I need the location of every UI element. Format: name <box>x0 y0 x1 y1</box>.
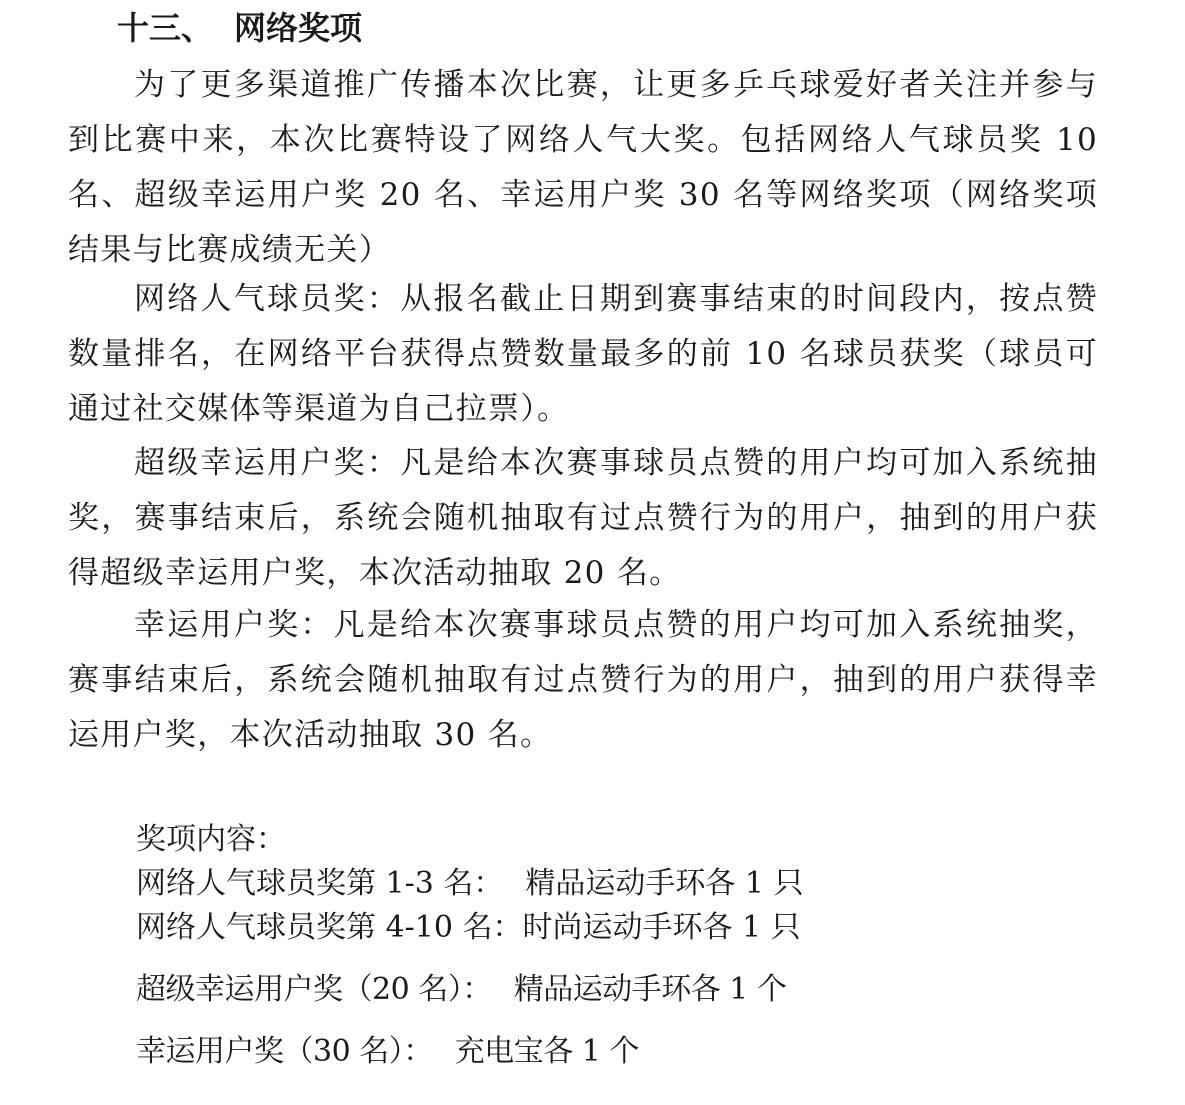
prize-reward: 充电宝各 1 个 <box>454 1034 639 1069</box>
paragraph-super-lucky-user-award: 超级幸运用户奖：凡是给本次赛事球员点赞的用户均可加入系统抽奖，赛事结束后，系统会随机抽取有过点赞行为的用户，抽到的用户获得超级幸运用户奖，本次活动抽取 20 名。 <box>68 445 1098 591</box>
prize-category: 网络人气球员奖第 4-10 名： <box>136 910 523 945</box>
prize-reward: 精品运动手环各 1 个 <box>513 972 787 1007</box>
paragraph-popular-player-award: 网络人气球员奖：从报名截止日期到赛事结束的时间段内，按点赞数量排名，在网络平台获得点赞数量最多的前 10 名球员获奖（球员可通过社交媒体等渠道为自己拉票）。 <box>68 281 1098 427</box>
prize-item <box>136 906 804 950</box>
prize-category: 幸运用户奖（30 名）： <box>136 1034 433 1069</box>
prize-category: 超级幸运用户奖（20 名）： <box>136 972 492 1007</box>
prize-list-heading: 奖项内容： <box>136 822 286 857</box>
prize-item <box>136 1030 804 1074</box>
section-number: 十三、 <box>117 9 214 47</box>
prize-reward: 精品运动手环各 1 只 <box>525 866 804 901</box>
section-heading <box>117 6 362 50</box>
section-title: 网络奖项 <box>234 9 363 47</box>
prize-reward: 时尚运动手环各 1 只 <box>522 910 801 945</box>
paragraph-intro: 为了更多渠道推广传播本次比赛，让更多乒乓球爱好者关注并参与到比赛中来，本次比赛特设了网络人气大奖。包括网络人气球员奖 10 名、超级幸运用户奖 20 名、幸运用户奖 30 名等网络奖项（网络奖项结果与比赛成绩无关） <box>68 67 1098 268</box>
prize-category: 网络人气球员奖第 1-3 名： <box>136 866 504 901</box>
prize-item <box>136 862 804 906</box>
paragraph-lucky-user-award: 幸运用户奖：凡是给本次赛事球员点赞的用户均可加入系统抽奖，赛事结束后，系统会随机抽取有过点赞行为的用户，抽到的用户获得幸运用户奖，本次活动抽取 30 名。 <box>68 607 1098 753</box>
prize-item <box>136 968 804 1012</box>
prize-list <box>136 818 804 1074</box>
